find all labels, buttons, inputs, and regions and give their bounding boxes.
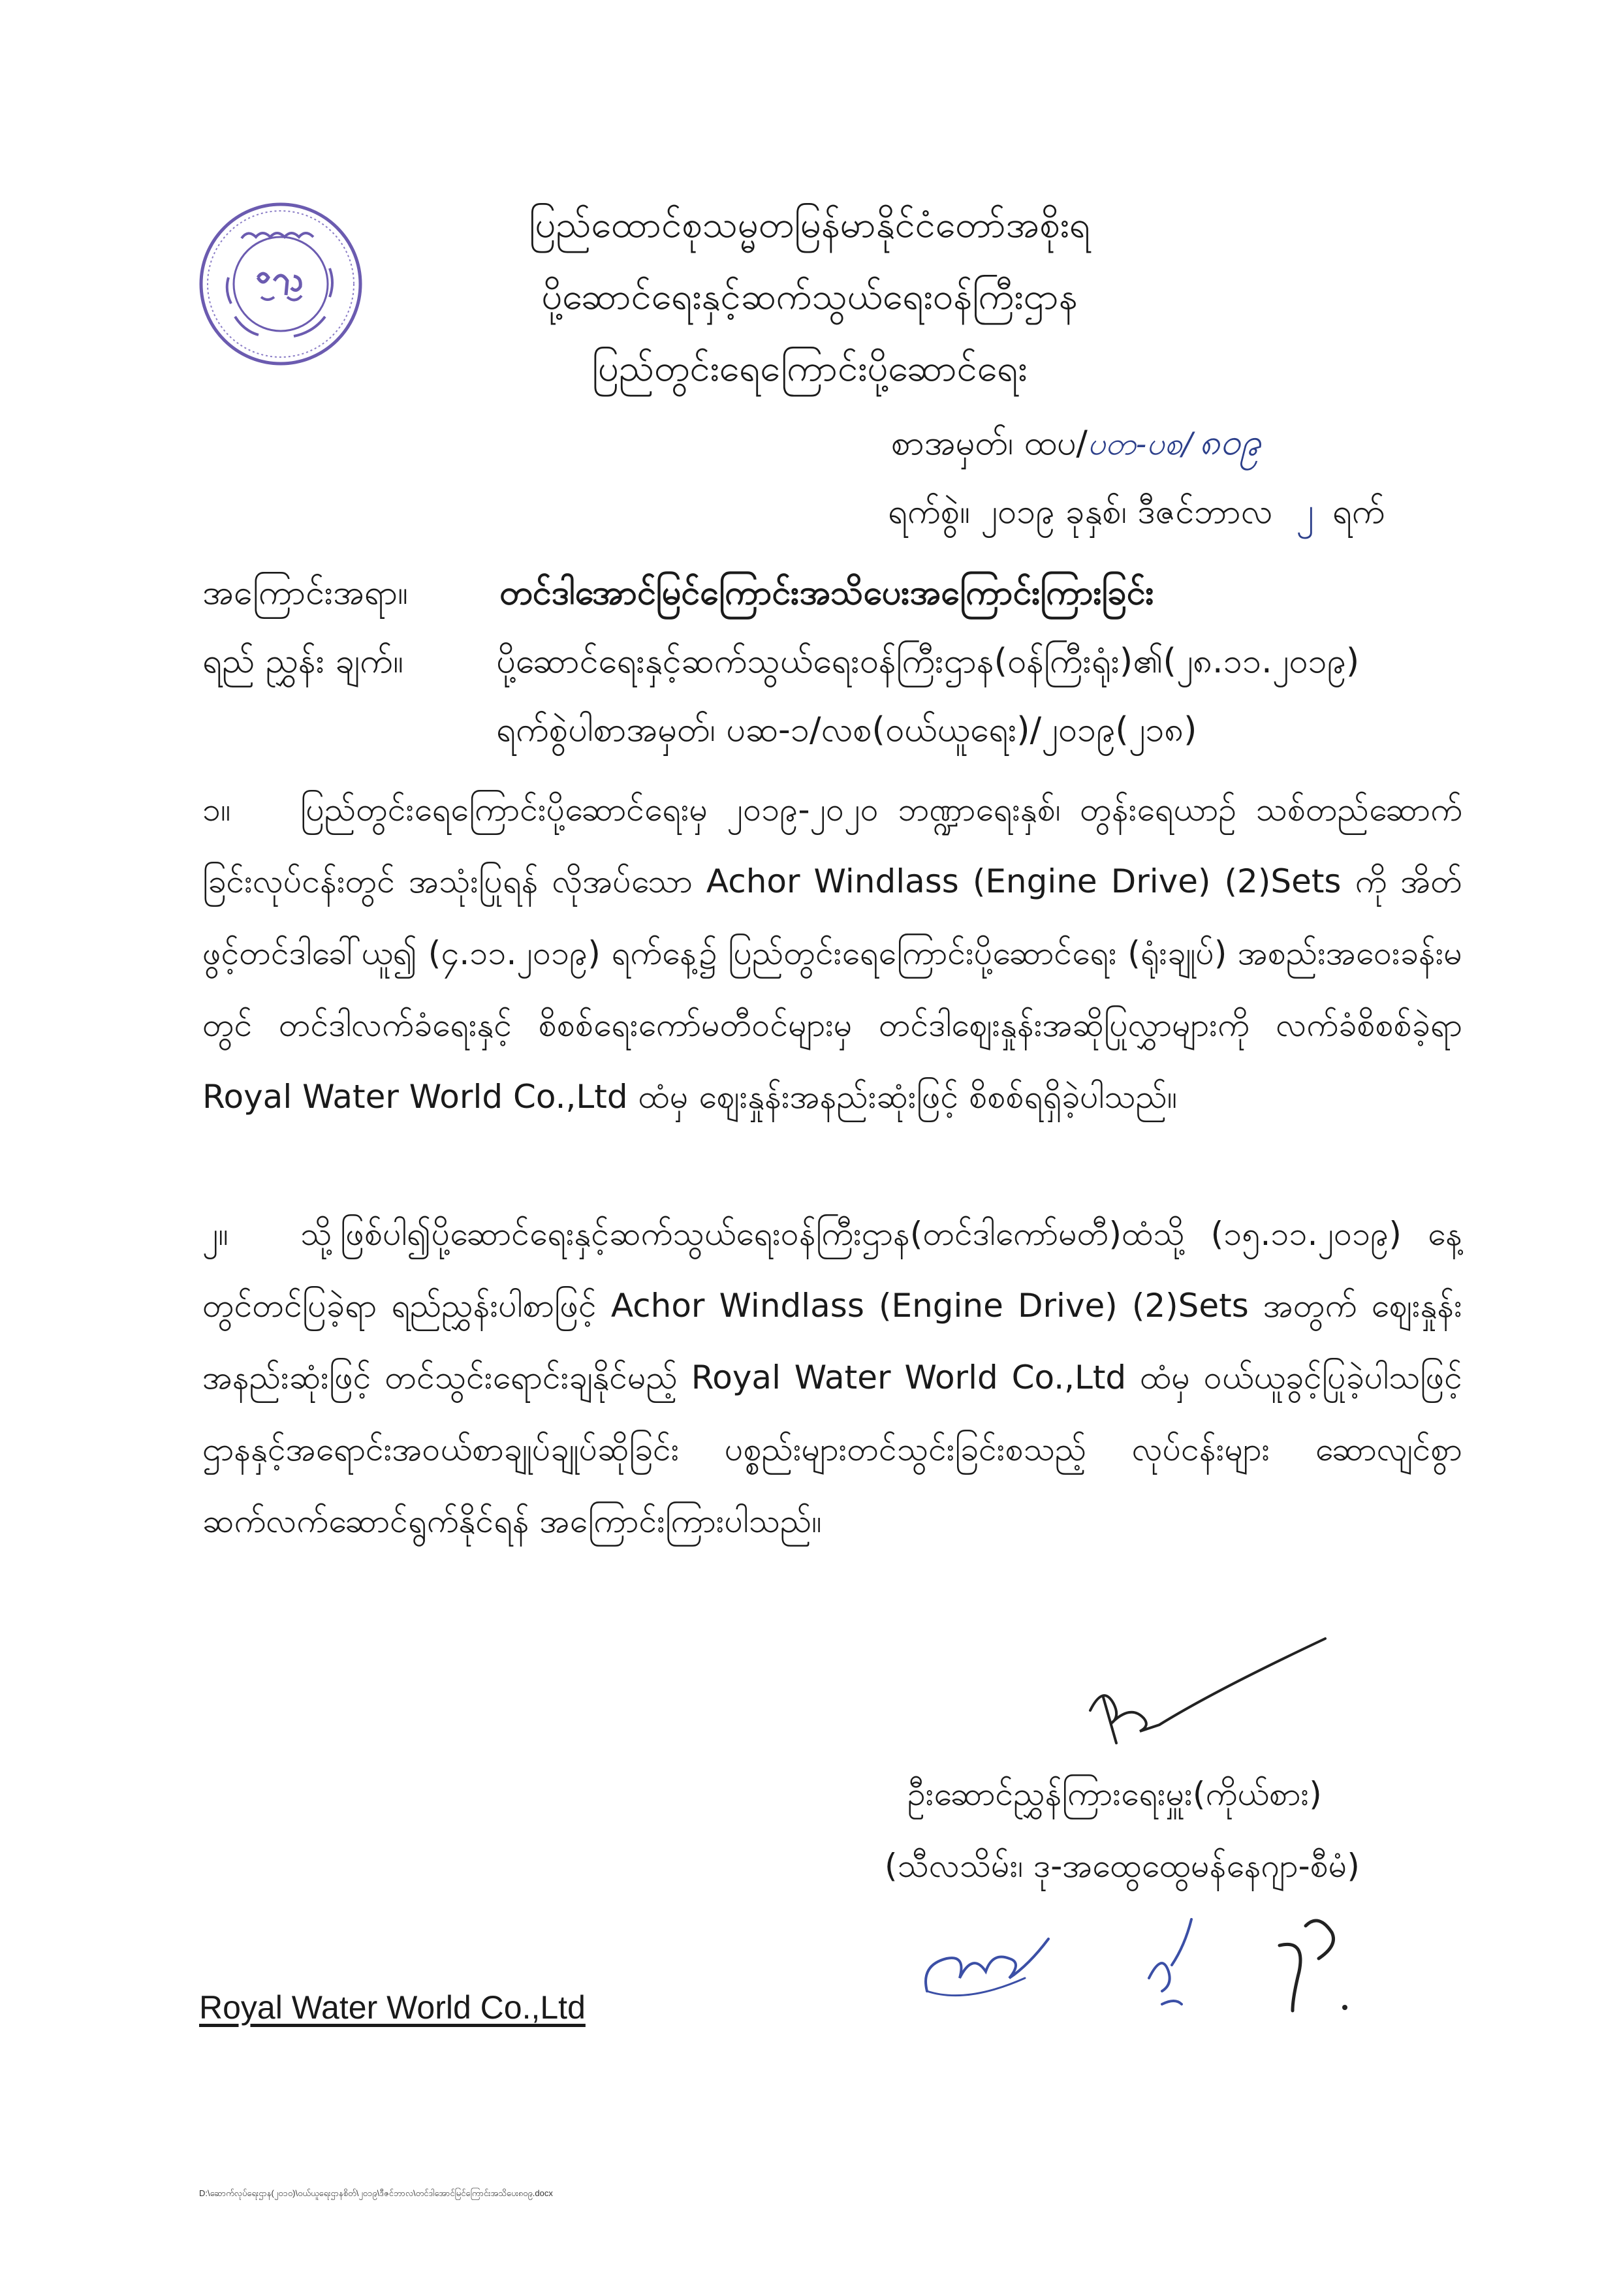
- header-department: ပြည်တွင်းရေကြောင်းပို့ဆောင်ရေး: [591, 347, 1028, 390]
- reference-label: စာအမှတ်၊ ထပ/: [891, 424, 1088, 463]
- paragraph-text: သို့ဖြစ်ပါ၍ပို့ဆောင်ရေးနှင့်ဆက်သွယ်ရေးဝန်ကြီးဌာန(တင်ဒါကော်မတီ)ထံသို့ (၁၅.၁၁.၂၀၁၉) နေ့တွင်တင်ပြခဲ့ရာ ရည်ညွှန်းပါစာဖြင့် Achor Windlass (Engine Drive) (2)Sets အတွက် ဈေးနှုန်းအနည်းဆုံးဖြင့် တင်သွင်းရောင်းချနိုင်မည့် Royal Water World Co.,Ltd ထံမှ ဝယ်ယူခွင့်ပြုခဲ့ပါသဖြင့် ဌာနနှင့်အရောင်းအဝယ်စာချုပ်ချုပ်ဆိုခြင်း ပစ္စည်းများတင်သွင်းခြင်းစသည့် လုပ်ငန်းများ ဆောလျင်စွာဆက်လက်ဆောင်ရွက်နိုင်ရန် အကြောင်းကြားပါသည်။: [202, 1215, 1462, 1540]
- date-day: ၂: [1296, 490, 1314, 532]
- body-paragraph-1: [202, 774, 1462, 1133]
- date-suffix: ရက်: [1332, 492, 1385, 531]
- subject-text: တင်ဒါအောင်မြင်ကြောင်းအသိပေးအကြောင်းကြားခြင်း: [499, 573, 1154, 612]
- paragraph-number: ၂။: [202, 1215, 228, 1253]
- reference-letter-line1: ပို့ဆောင်ရေးနှင့်ဆက်သွယ်ရေးဝန်ကြီးဌာန(ဝန်ကြီးရုံး)၏(၂၈.၁၁.၂၀၁၉): [496, 642, 1360, 681]
- subject-label: အကြောင်းအရာ။: [202, 573, 408, 612]
- reference-letter-line2: ရက်စွဲပါစာအမှတ်၊ ပဆ-၁/လစ(ဝယ်ယူရေး)/၂၀၁၉(၂၁၈): [496, 710, 1197, 749]
- file-path-footer: D:\ဆောက်လုပ်ရေးဌာန(၂၀၁၀)\ဝယ်ယူရေးဌာနစိတ်\၂၀၁၉\ဒီဇင်ဘာလ\တင်ဒါအောင်မြင်ကြောင်းအသိပေး၈၀၉.docx: [199, 2188, 553, 2198]
- reference-number: [891, 418, 1261, 469]
- letter-date: [888, 486, 1385, 537]
- signer-name: (သီလသိမ်း၊ ဒု-အထွေထွေမန်နေဂျာ-စီမံ): [885, 1847, 1360, 1885]
- signature-handwritten: [1084, 1632, 1332, 1750]
- date-prefix: ရက်စွဲ။ ၂၀၁၉ ခုနှစ်၊ ဒီဇင်ဘာလ: [888, 492, 1273, 531]
- reference-handwritten-number: ၈၀၉: [1199, 421, 1261, 464]
- paragraph-number: ၁။: [202, 791, 231, 828]
- header-ministry: ပို့ဆောင်ရေးနှင့်ဆက်သွယ်ရေးဝန်ကြီးဌာန: [541, 275, 1078, 318]
- header-government: ပြည်ထောင်စုသမ္မတမြန်မာနိုင်ငံတော်အစိုးရ: [529, 204, 1090, 246]
- body-paragraph-2: [202, 1198, 1462, 1557]
- recipient-company: Royal Water World Co.,Ltd: [199, 1989, 586, 2026]
- reference-handwritten: ပတ-ပစ/: [1087, 426, 1193, 462]
- reference-letter-label: ရည် ညွှန်း ချက်။: [202, 642, 403, 681]
- paragraph-text: ပြည်တွင်းရေကြောင်းပို့ဆောင်ရေးမှ ၂၀၁၉-၂၀၂၀ ဘဏ္ဍာရေးနှစ်၊ တွန်းရေယာဉ် သစ်တည်ဆောက်ခြင်းလုပ်ငန်းတွင် အသုံးပြုရန် လိုအပ်သော Achor Windlass (Engine Drive) (2)Sets ကို အိတ်ဖွင့်တင်ဒါခေါ်ယူ၍ (၄.၁၁.၂၀၁၉) ရက်နေ့၌ ပြည်တွင်းရေကြောင်းပို့ဆောင်ရေး (ရုံးချုပ်) အစည်းအဝေးခန်းမတွင် တင်ဒါလက်ခံရေးနှင့် စိစစ်ရေးကော်မတီဝင်များမှ တင်ဒါဈေးနှုန်းအဆိုပြုလွှာများကို လက်ခံစိစစ်ခဲ့ရာ Royal Water World Co.,Ltd ထံမှ ဈေးနှုန်းအနည်းဆုံးဖြင့် စိစစ်ရရှိခဲ့ပါသည်။: [202, 791, 1462, 1116]
- handwritten-initials: [914, 1893, 1410, 2017]
- signer-title: ဦးဆောင်ညွှန်ကြားရေးမှူး(ကိုယ်စား): [907, 1775, 1322, 1813]
